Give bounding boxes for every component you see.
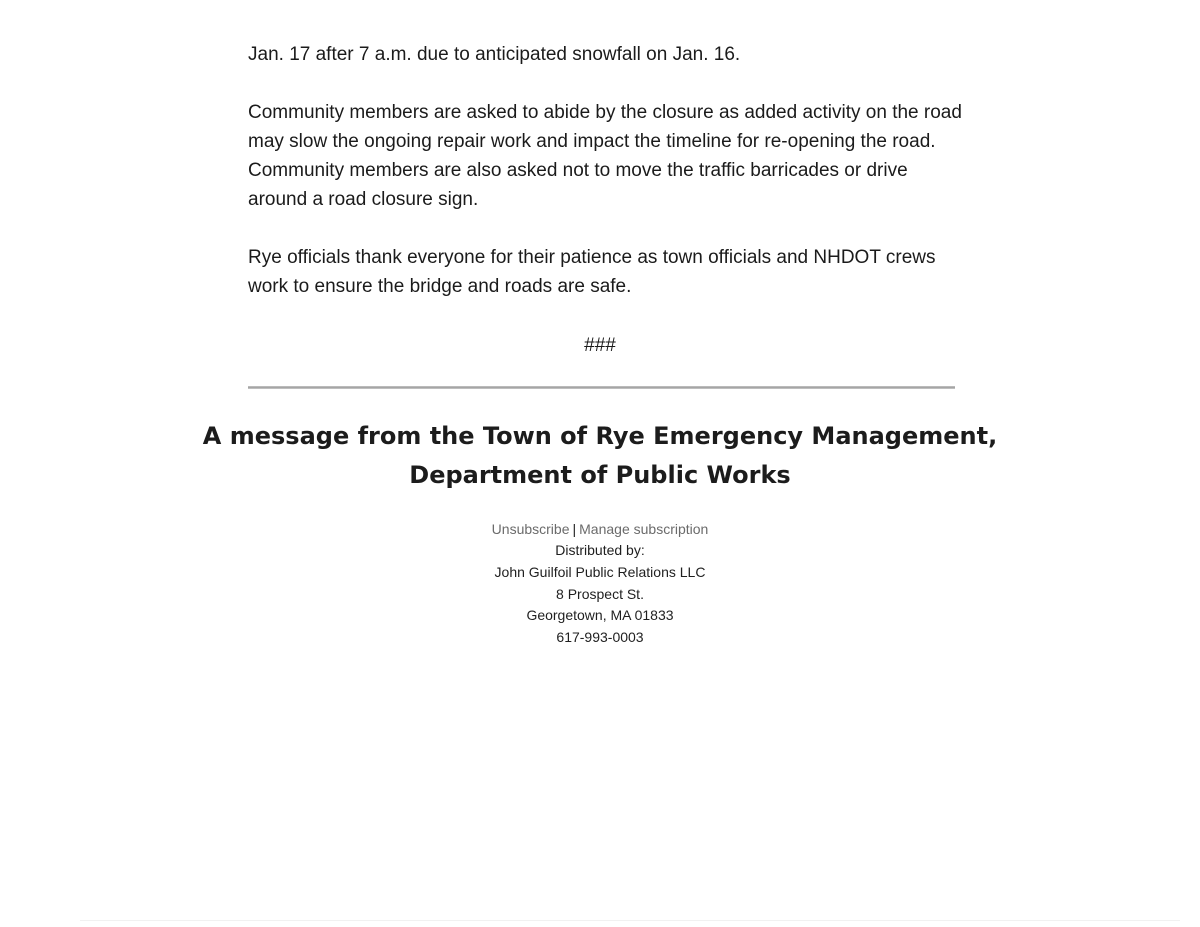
distributed-by-label: Distributed by: bbox=[555, 542, 645, 558]
divider bbox=[248, 386, 955, 389]
link-separator: | bbox=[572, 521, 577, 537]
distributor-company: John Guilfoil Public Relations LLC bbox=[494, 563, 706, 580]
paragraph-closure-request: Community members are asked to abide by the closure as added activity on the road may slow the ongoing repair work and impact the timeline for re-opening the road. Community members are also asked not to move the traffic barricades or drive around a road closure sign. bbox=[248, 102, 962, 210]
subscription-links bbox=[0, 519, 1200, 539]
end-mark: ### bbox=[584, 335, 616, 356]
footer-heading-line-2: Department of Public Works bbox=[409, 461, 791, 489]
distributor-city: Georgetown, MA 01833 bbox=[526, 607, 674, 624]
distributor-street: 8 Prospect St. bbox=[556, 585, 644, 602]
footer-heading-line-1: A message from the Town of Rye Emergency Management, bbox=[202, 422, 998, 450]
footer-heading bbox=[0, 417, 1200, 495]
unsubscribe-link[interactable]: Unsubscribe bbox=[491, 521, 570, 537]
distributor-phone: 617-993-0003 bbox=[556, 629, 644, 646]
paragraph-thanks: Rye officials thank everyone for their patience as town officials and NHDOT crews work to ensure the bridge and roads are safe. bbox=[248, 247, 936, 297]
manage-subscription-link[interactable]: Manage subscription bbox=[579, 521, 709, 537]
paragraph-snowfall: Jan. 17 after 7 a.m. due to anticipated snowfall on Jan. 16. bbox=[248, 44, 741, 65]
scan-edge-line bbox=[80, 920, 1180, 921]
distributor-block bbox=[0, 540, 1200, 649]
